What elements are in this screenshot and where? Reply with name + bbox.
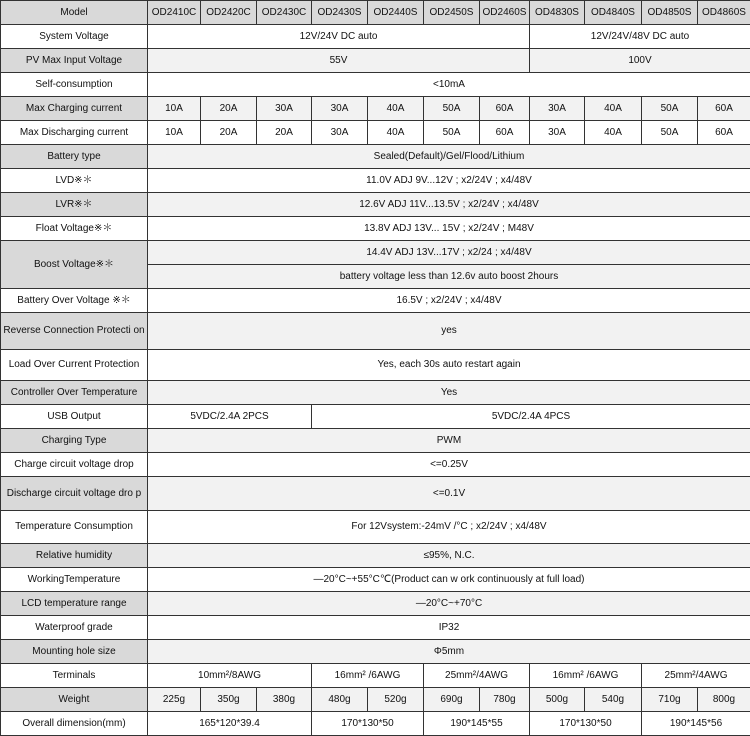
charging-current-cell: 50A xyxy=(642,97,698,121)
dimension-value: 190*145*55 xyxy=(424,712,530,736)
terminal-size: 25mm²/4AWG xyxy=(424,664,530,688)
discharging-current-cell: 40A xyxy=(585,121,642,145)
discharge-drop-value: <=0.1V xyxy=(148,477,750,511)
lcd-temp-value: —20°C~+70°C xyxy=(148,592,750,616)
self-consumption-value: <10mA xyxy=(148,73,750,97)
system-voltage-value: 12V/24V DC auto xyxy=(148,25,530,49)
usb-output-value: 5VDC/2.4A 4PCS xyxy=(312,405,750,429)
reverse-connection-row xyxy=(1,313,750,350)
charging-type-row xyxy=(1,429,750,453)
lvr-label: LVR※＊ xyxy=(1,193,148,217)
reverse-connection-label: Reverse Connection Protecti on xyxy=(1,313,148,350)
model-name: OD2410C xyxy=(148,1,201,25)
lvr-row xyxy=(1,193,750,217)
temp-consumption-label: Temperature Consumption xyxy=(1,511,148,544)
waterproof-label: Waterproof grade xyxy=(1,616,148,640)
pv-max-value: 55V xyxy=(148,49,530,73)
float-voltage-row xyxy=(1,217,750,241)
weight-cell: 500g xyxy=(530,688,585,712)
model-label: Model xyxy=(1,1,148,25)
discharging-current-cell: 20A xyxy=(257,121,312,145)
lcd-temp-row xyxy=(1,592,750,616)
lvd-label: LVD※＊ xyxy=(1,169,148,193)
pv-max-value: 100V xyxy=(530,49,750,73)
discharging-current-cell: 50A xyxy=(424,121,480,145)
lvr-value: 12.6V ADJ 11V...13.5V ; x2/24V ; x4/48V xyxy=(148,193,750,217)
weight-cell: 540g xyxy=(585,688,642,712)
pv-max-label: PV Max Input Voltage xyxy=(1,49,148,73)
usb-output-value: 5VDC/2.4A 2PCS xyxy=(148,405,312,429)
discharging-current-cell: 10A xyxy=(148,121,201,145)
model-name: OD2460S xyxy=(480,1,530,25)
model-name: OD2430C xyxy=(257,1,312,25)
terminals-row xyxy=(1,664,750,688)
battery-type-row xyxy=(1,145,750,169)
controller-over-temp-row xyxy=(1,381,750,405)
boost-voltage-note: battery voltage less than 12.6v auto boost 2hours xyxy=(148,265,750,289)
charging-current-cell: 60A xyxy=(698,97,750,121)
weight-cell: 780g xyxy=(480,688,530,712)
terminals-label: Terminals xyxy=(1,664,148,688)
model-name: OD2430S xyxy=(312,1,368,25)
dimension-value: 170*130*50 xyxy=(312,712,424,736)
working-temp-row xyxy=(1,568,750,592)
reverse-connection-value: yes xyxy=(148,313,750,350)
charging-type-value: PWM xyxy=(148,429,750,453)
lvd-row xyxy=(1,169,750,193)
controller-over-temp-value: Yes xyxy=(148,381,750,405)
max-charging-label: Max Charging current xyxy=(1,97,148,121)
terminal-size: 10mm²/8AWG xyxy=(148,664,312,688)
max-discharging-row xyxy=(1,121,750,145)
dimension-label: Overall dimension(mm) xyxy=(1,712,148,736)
dimension-row xyxy=(1,712,750,736)
model-row xyxy=(1,1,750,25)
working-temp-value: —20°C~+55°C℃(Product can w ork continuously at full load) xyxy=(148,568,750,592)
working-temp-label: WorkingTemperature xyxy=(1,568,148,592)
charging-current-cell: 10A xyxy=(148,97,201,121)
discharging-current-cell: 40A xyxy=(368,121,424,145)
charging-current-cell: 50A xyxy=(424,97,480,121)
battery-type-label: Battery type xyxy=(1,145,148,169)
system-voltage-row xyxy=(1,25,750,49)
charging-current-cell: 60A xyxy=(480,97,530,121)
load-over-current-value: Yes, each 30s auto restart again xyxy=(148,350,750,381)
model-name: OD4830S xyxy=(530,1,585,25)
temp-consumption-value: For 12Vsystem:-24mV /°C ; x2/24V ; x4/48V xyxy=(148,511,750,544)
discharging-current-cell: 60A xyxy=(698,121,750,145)
system-voltage-value: 12V/24V/48V DC auto xyxy=(530,25,750,49)
mounting-hole-value: Φ5mm xyxy=(148,640,750,664)
weight-cell: 520g xyxy=(368,688,424,712)
load-over-current-label: Load Over Current Protection xyxy=(1,350,148,381)
discharge-drop-row xyxy=(1,477,750,511)
charge-drop-label: Charge circuit voltage drop xyxy=(1,453,148,477)
usb-output-row xyxy=(1,405,750,429)
model-name: OD2450S xyxy=(424,1,480,25)
humidity-label: Relative humidity xyxy=(1,544,148,568)
load-over-current-row xyxy=(1,350,750,381)
model-name: OD4840S xyxy=(585,1,642,25)
model-name: OD2420C xyxy=(201,1,257,25)
float-voltage-label: Float Voltage※＊ xyxy=(1,217,148,241)
weight-row xyxy=(1,688,750,712)
boost-voltage-label: Boost Voltage※＊ xyxy=(1,241,148,289)
terminal-size: 25mm²/4AWG xyxy=(642,664,750,688)
weight-cell: 350g xyxy=(201,688,257,712)
weight-cell: 800g xyxy=(698,688,750,712)
dimension-value: 170*130*50 xyxy=(530,712,642,736)
waterproof-row xyxy=(1,616,750,640)
weight-cell: 690g xyxy=(424,688,480,712)
charging-current-cell: 40A xyxy=(585,97,642,121)
model-name: OD2440S xyxy=(368,1,424,25)
waterproof-value: IP32 xyxy=(148,616,750,640)
weight-cell: 480g xyxy=(312,688,368,712)
charging-type-label: Charging Type xyxy=(1,429,148,453)
humidity-row xyxy=(1,544,750,568)
controller-over-temp-label: Controller Over Temperature xyxy=(1,381,148,405)
charging-current-cell: 20A xyxy=(201,97,257,121)
charge-drop-value: <=0.25V xyxy=(148,453,750,477)
battery-type-value: Sealed(Default)/Gel/Flood/Lithium xyxy=(148,145,750,169)
pv-max-row xyxy=(1,49,750,73)
discharging-current-cell: 20A xyxy=(201,121,257,145)
charging-current-cell: 30A xyxy=(530,97,585,121)
mounting-hole-row xyxy=(1,640,750,664)
mounting-hole-label: Mounting hole size xyxy=(1,640,148,664)
battery-over-voltage-label: Battery Over Voltage ※＊ xyxy=(1,289,148,313)
discharge-drop-label: Discharge circuit voltage dro p xyxy=(1,477,148,511)
boost-voltage-row xyxy=(1,241,750,265)
lvd-value: 11.0V ADJ 9V...12V ; x2/24V ; x4/48V xyxy=(148,169,750,193)
usb-output-label: USB Output xyxy=(1,405,148,429)
lcd-temp-label: LCD temperature range xyxy=(1,592,148,616)
discharging-current-cell: 30A xyxy=(312,121,368,145)
discharging-current-cell: 50A xyxy=(642,121,698,145)
system-voltage-label: System Voltage xyxy=(1,25,148,49)
boost-voltage-value: 14.4V ADJ 13V...17V ; x2/24 ; x4/48V xyxy=(148,241,750,265)
weight-label: Weight xyxy=(1,688,148,712)
charging-current-cell: 30A xyxy=(257,97,312,121)
weight-cell: 380g xyxy=(257,688,312,712)
battery-over-voltage-value: 16.5V ; x2/24V ; x4/48V xyxy=(148,289,750,313)
terminal-size: 16mm² /6AWG xyxy=(312,664,424,688)
model-name: OD4860S xyxy=(698,1,750,25)
model-name: OD4850S xyxy=(642,1,698,25)
discharging-current-cell: 30A xyxy=(530,121,585,145)
charging-current-cell: 40A xyxy=(368,97,424,121)
dimension-value: 165*120*39.4 xyxy=(148,712,312,736)
max-discharging-label: Max Discharging current xyxy=(1,121,148,145)
weight-cell: 225g xyxy=(148,688,201,712)
dimension-value: 190*145*56 xyxy=(642,712,750,736)
self-consumption-label: Self-consumption xyxy=(1,73,148,97)
battery-over-voltage-row xyxy=(1,289,750,313)
temp-consumption-row xyxy=(1,511,750,544)
max-charging-row xyxy=(1,97,750,121)
self-consumption-row xyxy=(1,73,750,97)
charging-current-cell: 30A xyxy=(312,97,368,121)
discharging-current-cell: 60A xyxy=(480,121,530,145)
weight-cell: 710g xyxy=(642,688,698,712)
terminal-size: 16mm² /6AWG xyxy=(530,664,642,688)
humidity-value: ≤95%, N.C. xyxy=(148,544,750,568)
charge-drop-row xyxy=(1,453,750,477)
float-voltage-value: 13.8V ADJ 13V... 15V ; x2/24V ; M48V xyxy=(148,217,750,241)
